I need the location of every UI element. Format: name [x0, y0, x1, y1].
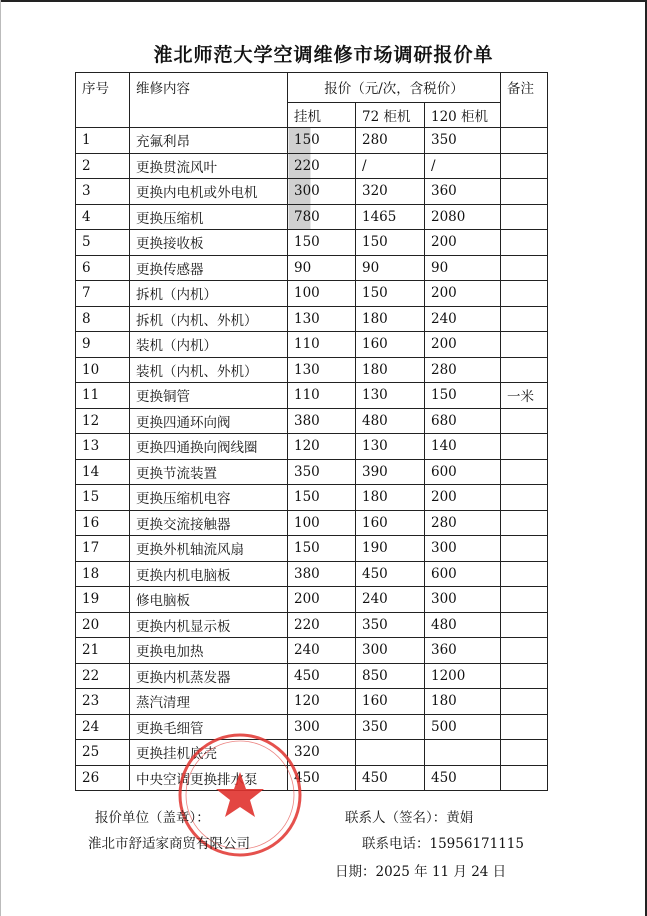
quote-unit-label: 报价单位（盖章）： — [95, 810, 210, 826]
cell-item: 更换四通换向阀线圈 — [130, 434, 288, 460]
seal-star-icon — [216, 772, 264, 817]
cell-remark — [501, 765, 548, 791]
company-name: 淮北市舒适家商贸有限公司 — [88, 836, 250, 852]
cell-cab72: 450 — [356, 765, 425, 791]
cell-remark — [501, 638, 548, 664]
cell-remark — [501, 306, 548, 332]
cell-cab72: 130 — [356, 383, 425, 409]
table-row — [76, 357, 548, 383]
page-border-left — [0, 0, 1, 916]
cell-seq: 12 — [76, 408, 130, 434]
cell-seq: 25 — [76, 740, 130, 766]
cell-cab120: 90 — [425, 255, 501, 281]
cell-seq: 18 — [76, 561, 130, 587]
cell-seq: 2 — [76, 153, 130, 179]
cell-cab120: 680 — [425, 408, 501, 434]
cell-remark — [501, 485, 548, 511]
cell-wall: 220 — [288, 612, 356, 638]
cell-wall: 120 — [288, 434, 356, 460]
table-row — [76, 765, 548, 791]
cell-wall: 240 — [288, 638, 356, 664]
cell-cab72: 160 — [356, 510, 425, 536]
cell-cab120: 600 — [425, 459, 501, 485]
table-row — [76, 587, 548, 613]
cell-cab120: 180 — [425, 689, 501, 715]
cell-cab72: 350 — [356, 714, 425, 740]
cell-wall: 220 — [288, 153, 356, 179]
cell-cab120: 280 — [425, 357, 501, 383]
cell-cab72: 450 — [356, 561, 425, 587]
cell-remark — [501, 587, 548, 613]
page-border-top — [0, 0, 647, 2]
cell-remark — [501, 689, 548, 715]
cell-remark — [501, 612, 548, 638]
cell-item: 更换贯流风叶 — [130, 153, 288, 179]
cell-remark — [501, 179, 548, 205]
cell-cab120: 350 — [425, 128, 501, 154]
cell-item: 更换交流接触器 — [130, 510, 288, 536]
cell-wall: 100 — [288, 281, 356, 307]
cell-wall: 90 — [288, 255, 356, 281]
contact-phone: 联系电话：15956171115 — [362, 836, 524, 852]
table-row — [76, 689, 548, 715]
cell-seq: 21 — [76, 638, 130, 664]
cell-wall: 110 — [288, 332, 356, 358]
cell-cab72: 90 — [356, 255, 425, 281]
cell-seq: 26 — [76, 765, 130, 791]
cell-remark — [501, 204, 548, 230]
quote-date: 日期：2025 年 11 月 24 日 — [335, 864, 507, 880]
header-price: 报价（元/次，含税价） — [288, 73, 501, 103]
cell-wall: 450 — [288, 663, 356, 689]
quote-table — [75, 72, 548, 791]
cell-wall: 380 — [288, 561, 356, 587]
cell-remark — [501, 255, 548, 281]
cell-cab72: 240 — [356, 587, 425, 613]
document-title: 淮北师范大学空调维修市场调研报价单 — [153, 44, 494, 66]
cell-seq: 4 — [76, 204, 130, 230]
cell-seq: 20 — [76, 612, 130, 638]
cell-seq: 7 — [76, 281, 130, 307]
cell-cab120: 300 — [425, 536, 501, 562]
table-row — [76, 179, 548, 205]
cell-item: 更换四通环向阀 — [130, 408, 288, 434]
cell-cab120: 1200 — [425, 663, 501, 689]
table-row — [76, 204, 548, 230]
cell-item: 更换压缩机 — [130, 204, 288, 230]
cell-wall: 320 — [288, 740, 356, 766]
cell-seq: 15 — [76, 485, 130, 511]
cell-cab72: 390 — [356, 459, 425, 485]
cell-remark — [501, 459, 548, 485]
table-row — [76, 663, 548, 689]
table-row — [76, 230, 548, 256]
table-row — [76, 434, 548, 460]
cell-wall: 350 — [288, 459, 356, 485]
table-row — [76, 153, 548, 179]
cell-cab72: 850 — [356, 663, 425, 689]
cell-cab120: 280 — [425, 510, 501, 536]
cell-seq: 11 — [76, 383, 130, 409]
header-seq: 序号 — [76, 73, 130, 128]
cell-item: 修电脑板 — [130, 587, 288, 613]
cell-remark: 一米 — [501, 383, 548, 409]
cell-cab120: 450 — [425, 765, 501, 791]
table-row — [76, 255, 548, 281]
cell-remark — [501, 536, 548, 562]
cell-seq: 19 — [76, 587, 130, 613]
cell-cab72: 180 — [356, 485, 425, 511]
cell-item: 更换铜管 — [130, 383, 288, 409]
header-item: 维修内容 — [130, 73, 288, 128]
cell-remark — [501, 128, 548, 154]
cell-seq: 23 — [76, 689, 130, 715]
cell-cab120: 300 — [425, 587, 501, 613]
cell-wall: 380 — [288, 408, 356, 434]
table-row — [76, 281, 548, 307]
header-cab120: 120 柜机 — [425, 103, 501, 128]
table-row — [76, 383, 548, 409]
cell-remark — [501, 408, 548, 434]
cell-cab120: / — [425, 153, 501, 179]
cell-remark — [501, 281, 548, 307]
cell-cab120: 2080 — [425, 204, 501, 230]
header-wall: 挂机 — [288, 103, 356, 128]
cell-cab72: 150 — [356, 281, 425, 307]
cell-seq: 13 — [76, 434, 130, 460]
cell-cab120: 200 — [425, 230, 501, 256]
cell-cab120: 140 — [425, 434, 501, 460]
cell-remark — [501, 357, 548, 383]
contact-person: 联系人（签名）：黄娟 — [345, 810, 474, 826]
cell-cab72: / — [356, 153, 425, 179]
cell-seq: 10 — [76, 357, 130, 383]
cell-seq: 24 — [76, 714, 130, 740]
cell-remark — [501, 663, 548, 689]
cell-cab72: 150 — [356, 230, 425, 256]
cell-wall: 110 — [288, 383, 356, 409]
cell-seq: 9 — [76, 332, 130, 358]
cell-cab120: 240 — [425, 306, 501, 332]
cell-wall: 450 — [288, 765, 356, 791]
cell-wall: 100 — [288, 510, 356, 536]
cell-item: 更换外机轴流风扇 — [130, 536, 288, 562]
cell-seq: 8 — [76, 306, 130, 332]
cell-seq: 6 — [76, 255, 130, 281]
table-row — [76, 408, 548, 434]
cell-item: 更换内机蒸发器 — [130, 663, 288, 689]
cell-cab72: 1465 — [356, 204, 425, 230]
cell-item: 更换传感器 — [130, 255, 288, 281]
table-header-row — [76, 73, 548, 103]
cell-cab72: 130 — [356, 434, 425, 460]
table-row — [76, 561, 548, 587]
cell-wall: 130 — [288, 306, 356, 332]
cell-cab72 — [356, 740, 425, 766]
header-remark: 备注 — [501, 73, 548, 128]
cell-cab120: 200 — [425, 332, 501, 358]
cell-item: 更换内电机或外电机 — [130, 179, 288, 205]
cell-item: 蒸汽清理 — [130, 689, 288, 715]
table-row — [76, 510, 548, 536]
cell-remark — [501, 740, 548, 766]
cell-cab120: 360 — [425, 179, 501, 205]
cell-item: 充氟利昂 — [130, 128, 288, 154]
cell-cab120: 600 — [425, 561, 501, 587]
cell-cab120: 200 — [425, 281, 501, 307]
cell-seq: 5 — [76, 230, 130, 256]
cell-item: 装机（内机、外机） — [130, 357, 288, 383]
cell-item: 拆机（内机） — [130, 281, 288, 307]
cell-cab120: 150 — [425, 383, 501, 409]
table-row — [76, 612, 548, 638]
cell-item: 更换压缩机电容 — [130, 485, 288, 511]
cell-cab72: 300 — [356, 638, 425, 664]
cell-wall: 130 — [288, 357, 356, 383]
table-row — [76, 459, 548, 485]
cell-remark — [501, 510, 548, 536]
cell-cab120: 200 — [425, 485, 501, 511]
cell-item: 装机（内机） — [130, 332, 288, 358]
cell-remark — [501, 714, 548, 740]
cell-cab72: 160 — [356, 689, 425, 715]
cell-wall: 150 — [288, 485, 356, 511]
cell-remark — [501, 434, 548, 460]
cell-remark — [501, 332, 548, 358]
cell-wall: 150 — [288, 536, 356, 562]
cell-cab120 — [425, 740, 501, 766]
cell-cab72: 180 — [356, 357, 425, 383]
cell-cab72: 190 — [356, 536, 425, 562]
cell-cab72: 280 — [356, 128, 425, 154]
cell-cab120: 480 — [425, 612, 501, 638]
cell-item: 更换接收板 — [130, 230, 288, 256]
cell-cab72: 320 — [356, 179, 425, 205]
cell-item: 拆机（内机、外机） — [130, 306, 288, 332]
cell-seq: 14 — [76, 459, 130, 485]
cell-item: 更换毛细管 — [130, 714, 288, 740]
cell-remark — [501, 561, 548, 587]
cell-cab72: 160 — [356, 332, 425, 358]
cell-remark — [501, 230, 548, 256]
cell-item: 更换节流装置 — [130, 459, 288, 485]
header-cab72: 72 柜机 — [356, 103, 425, 128]
table-row — [76, 714, 548, 740]
cell-item: 更换内机显示板 — [130, 612, 288, 638]
cell-remark — [501, 153, 548, 179]
cell-wall: 120 — [288, 689, 356, 715]
cell-item: 更换电加热 — [130, 638, 288, 664]
cell-seq: 22 — [76, 663, 130, 689]
cell-cab120: 360 — [425, 638, 501, 664]
cell-seq: 17 — [76, 536, 130, 562]
table-row — [76, 332, 548, 358]
cell-cab72: 480 — [356, 408, 425, 434]
cell-seq: 1 — [76, 128, 130, 154]
table-body — [76, 128, 548, 791]
cell-wall: 150 — [288, 128, 356, 154]
cell-seq: 16 — [76, 510, 130, 536]
cell-item: 更换内机电脑板 — [130, 561, 288, 587]
cell-seq: 3 — [76, 179, 130, 205]
cell-item: 中央空调更换排水泵 — [130, 765, 288, 791]
cell-cab120: 500 — [425, 714, 501, 740]
table-row — [76, 485, 548, 511]
cell-wall: 150 — [288, 230, 356, 256]
cell-cab72: 180 — [356, 306, 425, 332]
cell-cab72: 350 — [356, 612, 425, 638]
table-row — [76, 128, 548, 154]
table-row — [76, 740, 548, 766]
cell-wall: 300 — [288, 714, 356, 740]
table-row — [76, 536, 548, 562]
cell-wall: 300 — [288, 179, 356, 205]
table-row — [76, 306, 548, 332]
cell-item: 更换挂机底壳 — [130, 740, 288, 766]
table-row — [76, 638, 548, 664]
cell-wall: 780 — [288, 204, 356, 230]
cell-wall: 200 — [288, 587, 356, 613]
